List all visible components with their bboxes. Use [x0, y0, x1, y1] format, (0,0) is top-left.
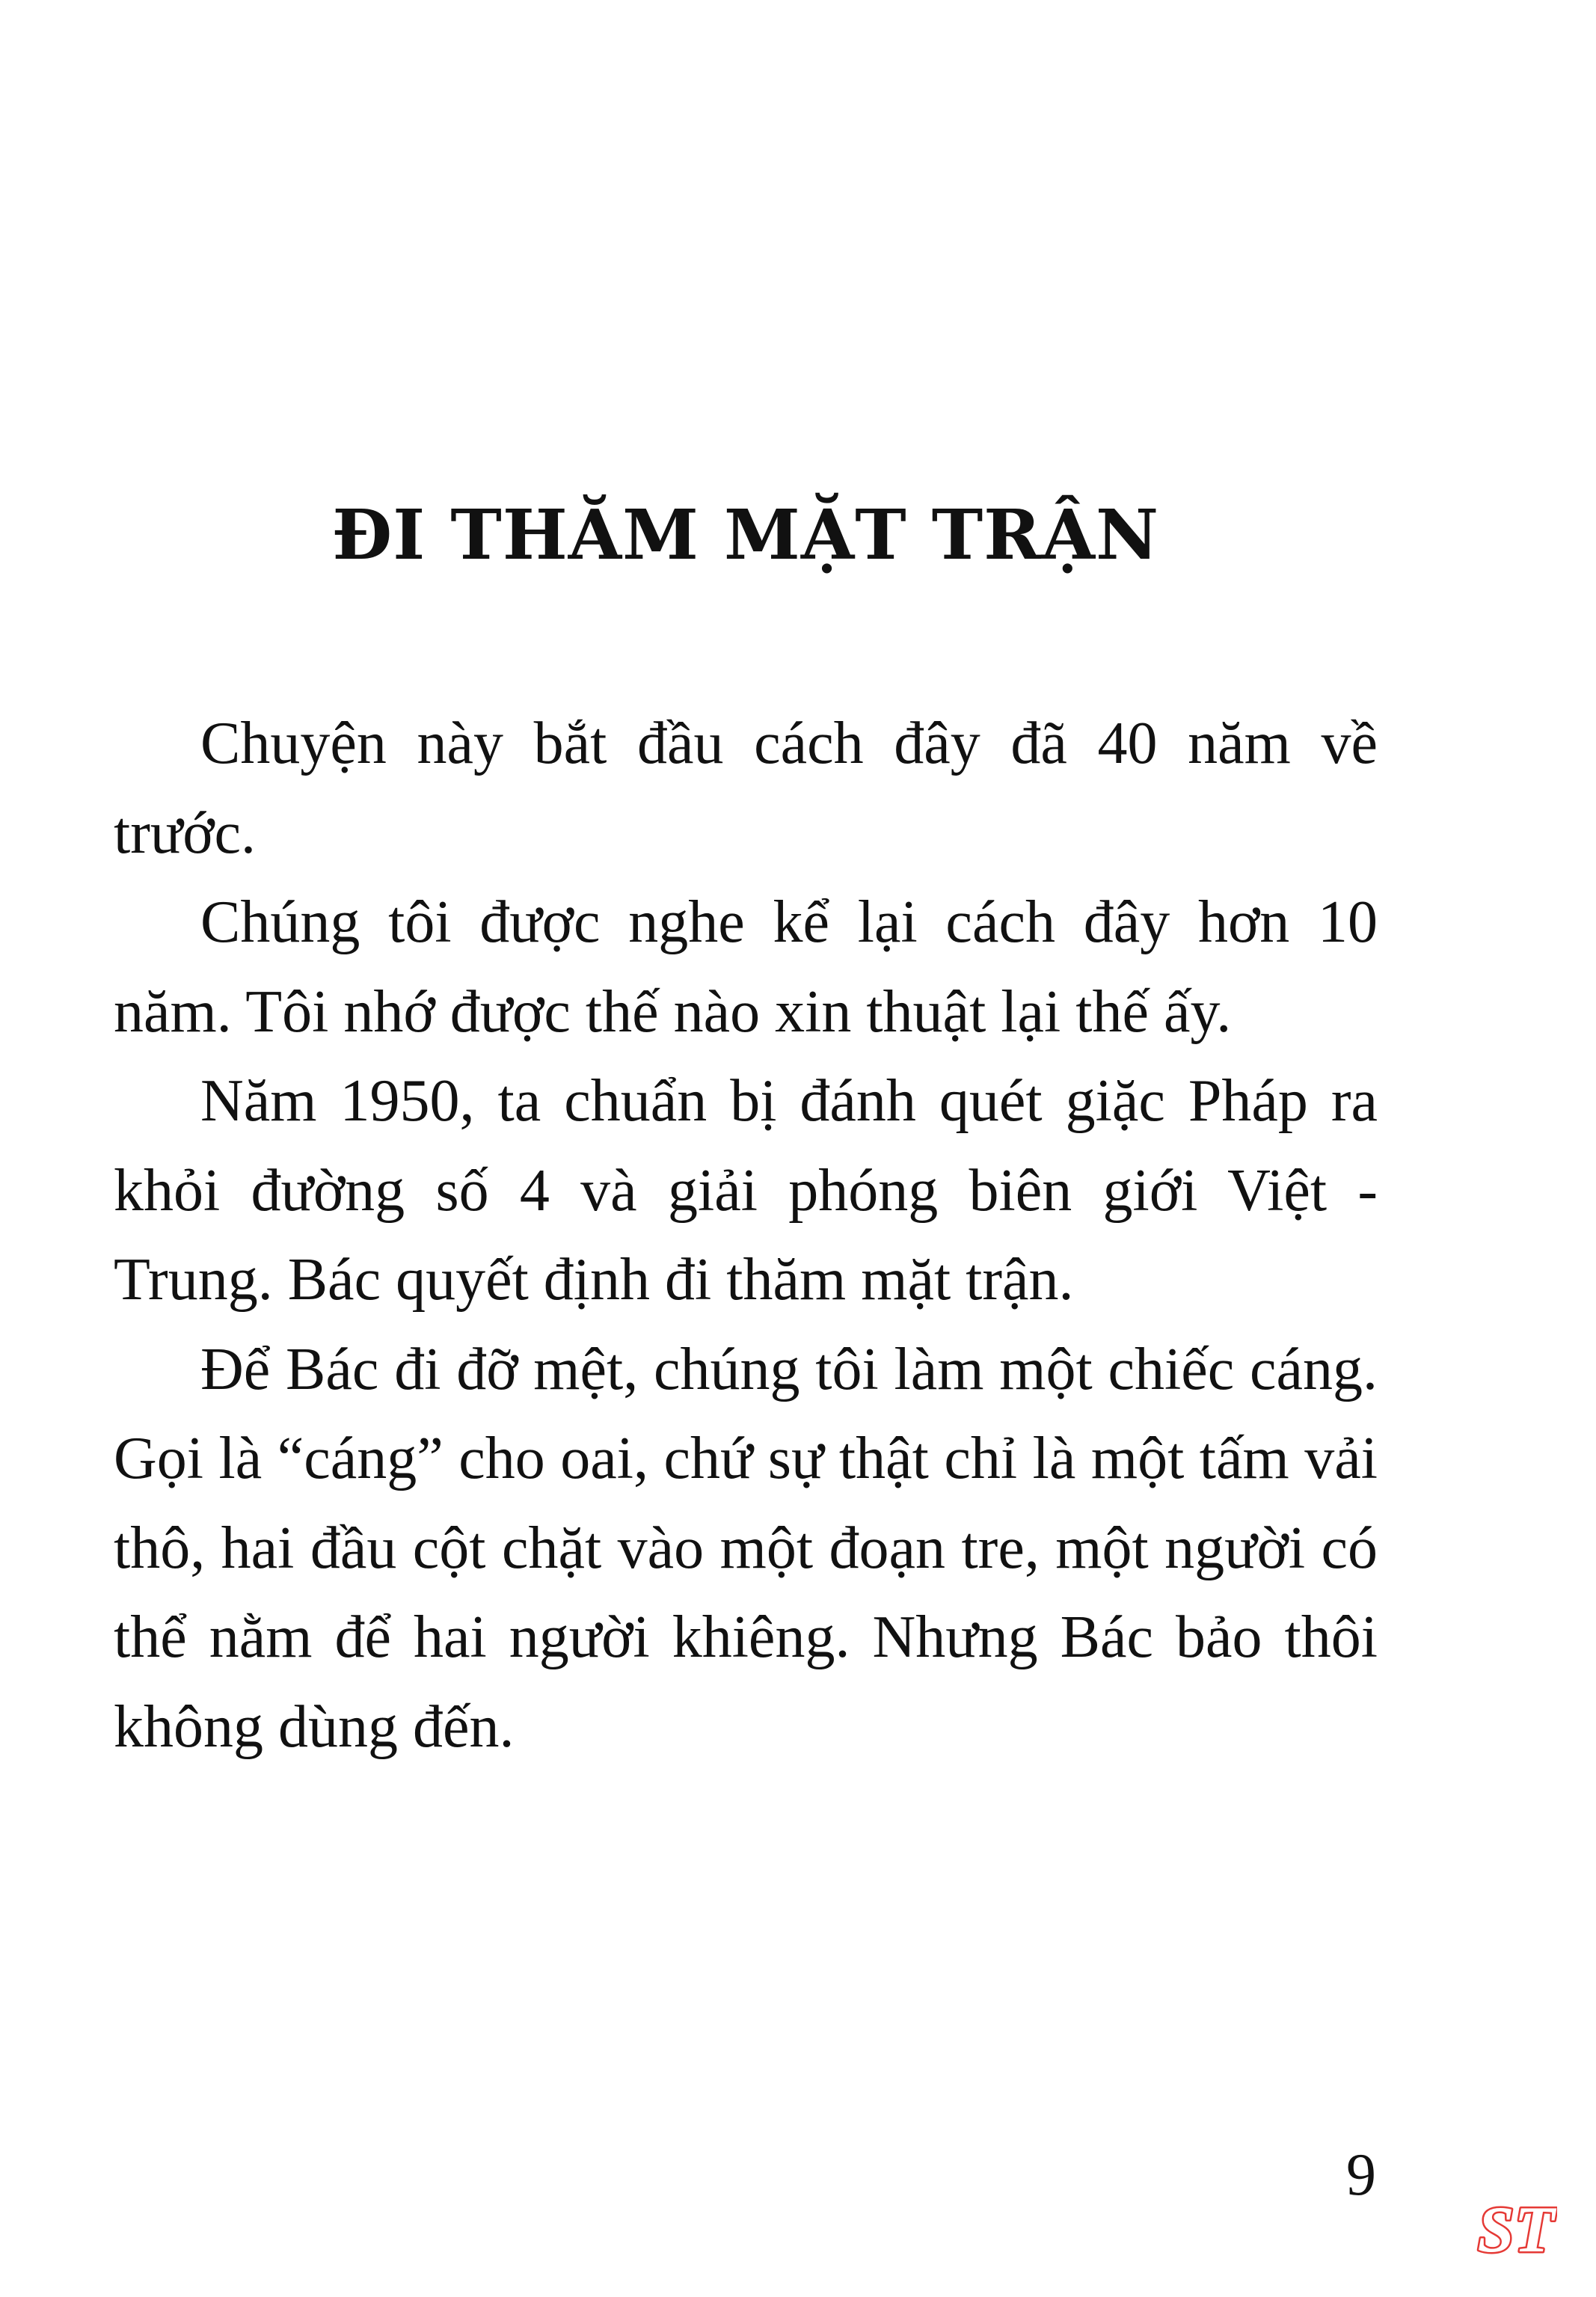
page-number: 9 [1346, 2142, 1376, 2208]
chapter-title-text: ĐI THĂM MẶT TRẬN [331, 494, 1160, 575]
paragraph-2: Chúng tôi được nghe kể lại cách đây hơn 10 năm. Tôi nhớ được thế nào xin thuật lại thế ấy. [114, 889, 1378, 1045]
paragraph-3: Năm 1950, ta chuẩn bị đánh quét giặc Pháp ra khỏi đường số 4 và giải phóng biên giới Việt - Trung. Bác quyết định đi thăm mặt trận. [114, 1068, 1378, 1313]
chapter-title [0, 494, 1596, 576]
paragraph-1: Chuyện này bắt đầu cách đây đã 40 năm về trước. [114, 711, 1378, 866]
body-text [114, 699, 1378, 1772]
publisher-logo-icon [1475, 2192, 1557, 2266]
paragraph-4: Để Bác đi đỡ mệt, chúng tôi làm một chiếc cáng. Gọi là “cáng” cho oai, chứ sự thật chỉ là một tấm vải thô, hai đầu cột chặt vào một đoạn tre, một người có thể nằm để hai người khiêng. Nhưng Bác bảo thôi không dùng đến. [114, 1336, 1378, 1760]
publisher-logo-text: ST [1477, 2194, 1555, 2266]
